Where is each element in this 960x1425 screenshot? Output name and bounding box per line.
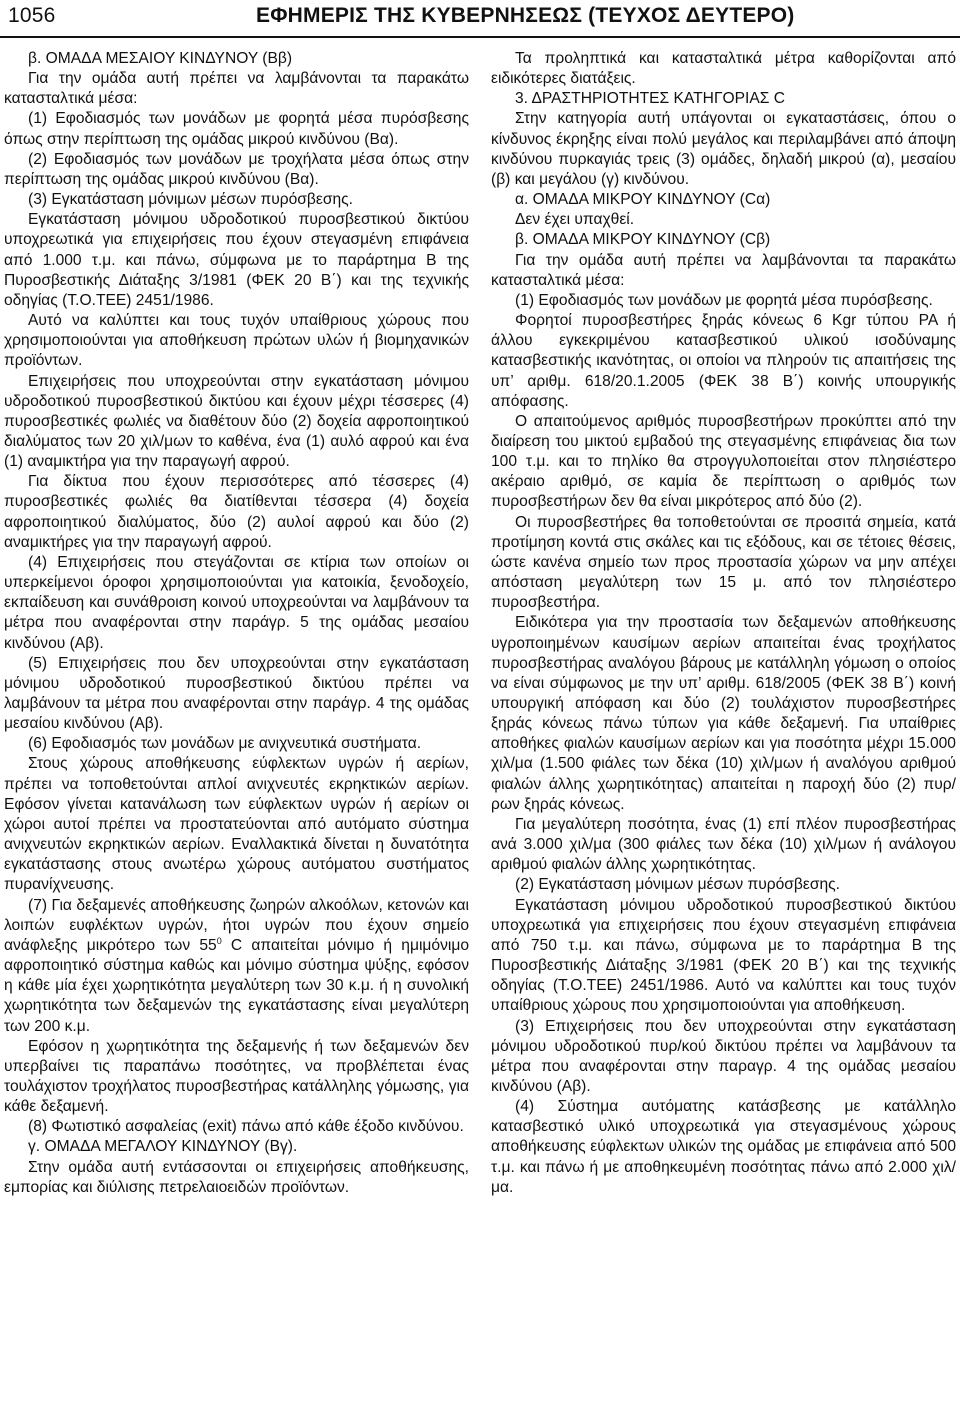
paragraph: (1) Εφοδιασμός των μονάδων με φορητά μέσα πυρόσβεσης.: [515, 291, 933, 309]
paragraph: Για δίκτυα που έχουν περισσότερες από τέσσερες (4) πυροσβεστικές φωλιές θα διατίθενται τέσσερα (4) δοχεία αφροποιητικού διαλύματος, δύο (2) αυλοί αφρού και δύο (2) αναμικτήρες για την παραγωγή αφρού.: [4, 473, 469, 551]
paragraph: (1) Εφοδιασμός των μονάδων με φορητά μέσα πυρόσβεσης όπως στην περίπτωση της ομάδας μικρού κινδύνου (Βα).: [4, 110, 469, 148]
paragraph: Για την ομάδα αυτή πρέπει να λαμβάνονται τα παρακάτω κατασταλτικά μέσα:: [4, 70, 469, 108]
paragraph: Ο απαιτούμενος αριθμός πυροσβεστήρων προκύπτει από την διαίρεση του μικτού εμβαδού της στεγασμένης επιφάνειας δια των 100 τ.μ. και το πηλίκο θα στρογγυλοποιείται στον πλησιέστερο ακέραιο αριθμό, σε καμία δε περίπτωση ο αριθμός των πυροσβεστήρων δεν θα είναι μικρότερος από δύο (2).: [491, 412, 956, 511]
paragraph: Στους χώρους αποθήκευσης εύφλεκτων υγρών ή αερίων, πρέπει να τοποθετούνται απλοί ανιχνευτές εκρηκτικών αερίων. Εφόσον γίνεται κατανάλωση των εύφλεκτων υγρών ή αερίων οι χώροι αυτοί πρέπει να προστατεύονται από αυτόματο σύστημα ανιχνευτών εκρηκτικών αερίων. Εναλλακτικά δίνεται η δυνατότητα εγκατάστασης στους ανωτέρω χώρους αυτόματου συστήματος πυρανίχνευσης.: [4, 755, 469, 894]
section-heading-high-risk: γ. ΟΜΑΔΑ ΜΕΓΑΛΟΥ ΚΙΝΔΥΝΟΥ (Βγ).: [28, 1138, 298, 1156]
paragraph: Εφόσον η χωρητικότητα της δεξαμενής ή των δεξαμενών δεν υπερβαίνει τις παραπάνω ποσότητες, να προβλέπεται ένας τουλάχιστον τροχήλατος πυροσβεστήρας κατάλληλης γόμωσης, για κάθε δεξαμενή.: [4, 1037, 469, 1116]
paragraph: Φορητοί πυροσβεστήρες ξηράς κόνεως 6 Kgr τύπου ΡΑ ή άλλου εγκεκριμένου κατασβεστικού υλικού ισοδύναμης κατασβεστικής ικανότητας, οι οποίοι να πληρούν τις απαιτήσεις της υπ’ αριθμ. 618/20.1.2005 (ΦΕΚ 38 Β΄) κοινής υπουργικής απόφασης.: [491, 312, 956, 410]
paragraph: (8) Φωτιστικό ασφαλείας (exit) πάνω από κάθε έξοδο κινδύνου.: [28, 1118, 464, 1136]
paragraph: (2) Εγκατάσταση μόνιμων μέσων πυρόσβεσης.: [515, 876, 840, 894]
section-heading-small-risk-ca: α. ΟΜΑΔΑ ΜΙΚΡΟΥ ΚΙΝΔΥΝΟΥ (Cα): [515, 191, 771, 209]
paragraph: Ειδικότερα για την προστασία των δεξαμενών αποθήκευσης υγροποιημένων καυσίμων αερίων απαιτείται ένας τροχήλατος πυροσβεστήρας αναλόγου βάρους με κατάλληλη γόμωση ο οποίος να είναι σύμφωνος με την υπ’ αριθμ. 618/2005 (ΦΕΚ 38 Β΄) κοινή υπουργική απόφαση και δύο (2) τουλάχιστον πυροσβεστήρες ξηράς κόνεως πάνω τύπων για κάθε δεξαμενή. Για υπαίθριες αποθήκες φιαλών καυσίμων αερίων και για ποσότητα μέχρι 15.000 χιλ/μα (1.500 φιάλες των δέκα (10) χιλ/μων ή αναλόγου αριθμού φιαλών άλλης χωρητικότητας) απαιτείται η παροχή δύο (2) πυρ/ρων ξηράς κόνεως.: [491, 614, 956, 813]
paragraph: Στην ομάδα αυτή εντάσσονται οι επιχειρήσεις αποθήκευσης, εμπορίας και διύλισης πετρελαιοειδών προϊόντων.: [4, 1158, 469, 1196]
paragraph: (2) Εφοδιασμός των μονάδων με τροχήλατα μέσα όπως στην περίπτωση της ομάδας μικρού κινδύνου (Βα).: [4, 150, 469, 188]
paragraph: Για την ομάδα αυτή πρέπει να λαμβάνονται τα παρακάτω κατασταλτικά μέσα:: [491, 251, 956, 289]
paragraph: (5) Επιχειρήσεις που δεν υποχρεούνται στην εγκατάσταση μόνιμου υδροδοτικού πυροσβεστικού δικτύου πρέπει να λαμβάνουν τα μέτρα που αναφέρονται στην παράγρ. 4 της ομάδας μεσαίου κινδύνου (Αβ).: [4, 654, 469, 733]
paragraph: Τα προληπτικά και κατασταλτικά μέτρα καθορίζονται από ειδικότερες διατάξεις.: [491, 50, 956, 88]
paragraph: Επιχειρήσεις που υποχρεούνται στην εγκατάσταση μόνιμου υδροδοτικού πυροσβεστικού δικτύου και έχουν μέχρι τέσσερες (4) πυροσβεστικές φωλιές να διαθέτουν δύο (2) δοχεία αφροποιητικού διαλύματος των 20 χιλ/μων το καθένα, ένα (1) αυλό αφρού και ένα (1) αναμικτήρα για την παραγωγή αφρού.: [4, 372, 469, 471]
paragraph: Οι πυροσβεστήρες θα τοποθετούνται σε προσιτά σημεία, κατά προτίμηση κοντά στις σκάλες και τις εξόδους, και σε τέτοιες θέσεις, ώστε κανένα σημείο των προς προστασία χώρων να μην απέχει απόσταση μεγαλύτερη των 15 μ. από τον πλησιέστερο πυροσβεστήρα.: [491, 513, 956, 612]
page-number: 1056: [8, 4, 56, 27]
paragraph-tanks-tail: C απαιτείται μόνιμο ή ημιμόνιμο αφροποιητικό σύστημα καθώς και μόνιμο σύστημα ψύξης, εφόσον η κάθε μία έχει χωρητικότητα μεγαλύτερη των 30 κ.μ. ή η συνολική χωρητικότητα των δεξαμενών της εγκατάστασης είναι μεγαλύτερη των 200 κ.μ.: [4, 936, 469, 1035]
left-column: [4, 49, 469, 1198]
section-heading-small-risk-cb: β. ΟΜΑΔΑ ΜΙΚΡΟΥ ΚΙΝΔΥΝΟΥ (Cβ): [515, 231, 771, 249]
paragraph: Για μεγαλύτερη ποσότητα, ένας (1) επί πλέον πυροσβεστήρας ανά 3.000 χιλ/μα (300 φιάλες των δέκα (10) χιλ/μων ή ανάλογου αριθμού φιαλών άλλης χωρητικότητας.: [491, 815, 956, 874]
gazette-title: ΕΦΗΜΕΡΙΣ ΤΗΣ ΚΥΒΕΡΝΗΣΕΩΣ (ΤΕΥΧΟΣ ΔΕΥΤΕΡΟ): [256, 4, 795, 27]
right-column: [491, 49, 956, 1198]
paragraph-tanks: [4, 896, 469, 1037]
section-heading-medium-risk: β. ΟΜΑΔΑ ΜΕΣΑΙΟΥ ΚΙΝΔΥΝΟΥ (Ββ): [28, 50, 293, 67]
paragraph: Εγκατάσταση μόνιμου υδροδοτικού πυροσβεστικού δικτύου υποχρεωτικά για επιχειρήσεις που έχουν στεγασμένη επιφάνεια από 750 τ.μ. και πάνω, σύμφωνα με το παράρτημα Β της Πυροσβεστικής Διάταξης 3/1981 (ΦΕΚ 20 Β΄) και της τεχνικής οδηγίας (Τ.Ο.ΤΕΕ) 2451/1986. Αυτό να καλύπτει και τους τυχόν υπαίθριους χώρους που χρησιμοποιούνται για αποθήκευση.: [491, 896, 956, 1015]
paragraph-tanks-head: (7) Για δεξαμενές αποθήκευσης ζωηρών αλκοόλων, κετονών και λοιπών ευφλέκτων υγρών, ήτοι υγρών που έχουν σημείο ανάφλεξης μικρότερο των 55: [4, 896, 469, 954]
paragraph: (4) Επιχειρήσεις που στεγάζονται σε κτίρια των οποίων οι υπερκείμενοι όροφοι χρησιμοποιούνται για κατοικία, ξενοδοχείο, εκπαίδευση και συνάθροιση κοινού υποχρεούνται να λαμβάνουν τα μέτρα που αναφέρονται στην παράγρ. 5 της ομάδας μεσαίου κινδύνου (Αβ).: [4, 553, 469, 652]
paragraph: (4) Σύστημα αυτόματης κατάσβεσης με κατάλληλο κατασβεστικό υλικό υποχρεωτικά για στεγασμένους χώρους αποθήκευσης εύφλεκτων υλικών της ομάδας με επιφάνεια από 500 τ.μ. και πάνω ή με αποθηκευμένη ποσότητας πάνω από 2.000 χιλ/μα.: [491, 1098, 956, 1196]
section-heading-category-c: 3. ΔΡΑΣΤΗΡΙΟΤΗΤΕΣ ΚΑΤΗΓΟΡΙΑΣ C: [515, 90, 786, 108]
paragraph: Στην κατηγορία αυτή υπάγονται οι εγκαταστάσεις, όπου ο κίνδυνος έκρηξης είναι πολύ μεγάλος και περιλαμβάνει από άποψη κινδύνου πυρκαγιάς τρεις (3) ομάδες, δηλαδή μικρού (α), μεσαίου (β) και μεγάλου (γ) κινδύνου.: [491, 110, 956, 188]
paragraph: (6) Εφοδιασμός των μονάδων με ανιχνευτικά συστήματα.: [28, 735, 422, 753]
paragraph: (3) Επιχειρήσεις που δεν υποχρεούνται στην εγκατάσταση μόνιμου υδροδοτικού πυρ/κού δικτύου πρέπει να λαμβάνουν τα μέτρα που αναφέρονται στην παραγρ. 4 της ομάδας μεσαίου κινδύνου (Αβ).: [491, 1017, 956, 1095]
paragraph: (3) Εγκατάσταση μόνιμων μέσων πυρόσβεσης.: [28, 191, 353, 209]
degree-superscript: 0: [216, 935, 222, 946]
page-header: [0, 0, 960, 38]
paragraph: Αυτό να καλύπτει και τους τυχόν υπαίθριους χώρους που χρησιμοποιούνται για αποθήκευση πρώτων υλών ή βιομηχανικών προϊόντων.: [4, 312, 469, 370]
paragraph: Εγκατάσταση μόνιμου υδροδοτικού πυροσβεστικού δικτύου υποχρεωτικά για επιχειρήσεις που έχουν στεγασμένη επιφάνεια από 1.000 τ.μ. και πάνω, σύμφωνα με το παράρτημα Β της Πυροσβεστικής Διάταξης 3/1981 (ΦΕΚ 20 Β΄) και της τεχνικής οδηγίας (Τ.Ο.ΤΕΕ) 2451/1986.: [4, 211, 469, 309]
paragraph: Δεν έχει υπαχθεί.: [515, 211, 635, 229]
